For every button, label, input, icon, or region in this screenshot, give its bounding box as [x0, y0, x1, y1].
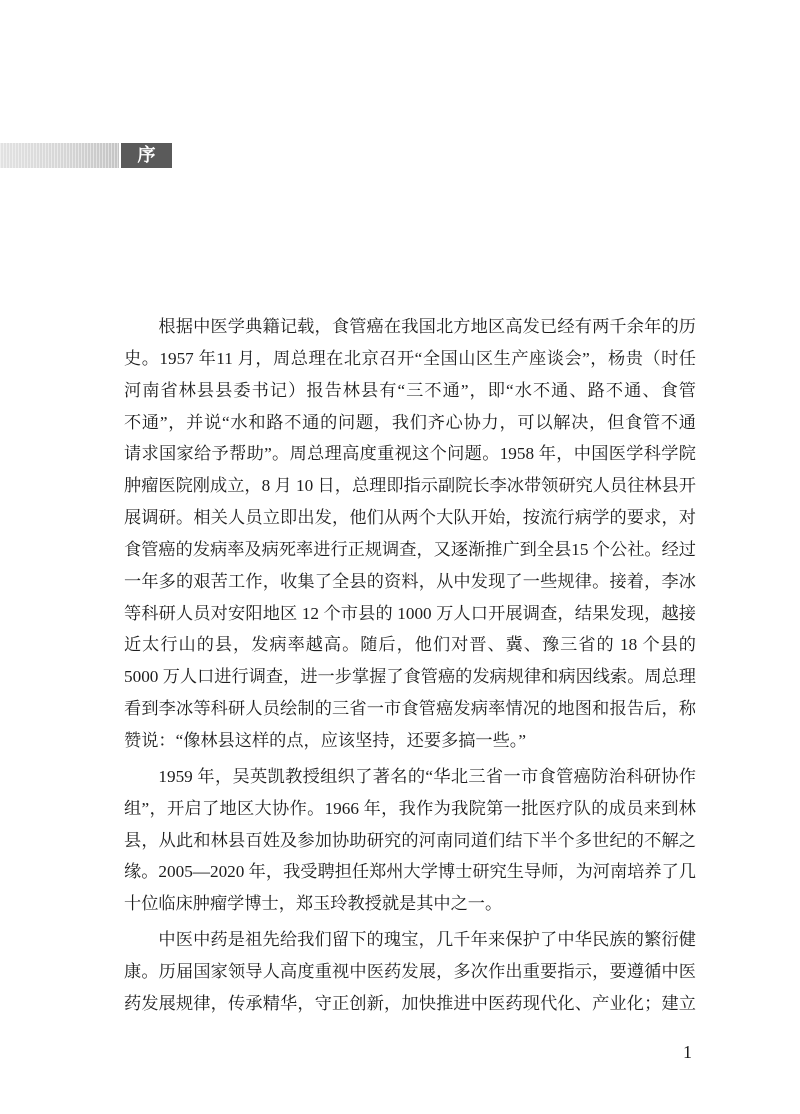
- chapter-title: 序: [137, 145, 156, 165]
- text-line: 展调研。相关人员立即出发，他们从两个大队开始，按流行病学的要求，对: [124, 508, 696, 528]
- text-line: 康。历届国家领导人高度重视中医药发展，多次作出重要指示，要遵循中医: [124, 961, 696, 981]
- page-number: 1: [683, 1042, 692, 1062]
- text-line: 赞说：“像林县这样的点，应该坚持，还要多搞一些。”: [124, 730, 526, 750]
- text-line: 近太行山的县，发病率越高。随后，他们对晋、冀、豫三省的 18 个县的: [124, 635, 696, 655]
- text-line: 食管癌的发病率及病死率进行正规调查，又逐渐推广到全县15 个公社。经过: [124, 539, 696, 559]
- text-line: 1959 年，吴英凯教授组织了著名的“华北三省一市食管癌防治科研协作: [158, 766, 696, 786]
- text-line: 肿瘤医院刚成立，8 月 10 日，总理即指示副院长李冰带领研究人员往林县开: [124, 476, 696, 496]
- text-line: 中医中药是祖先给我们留下的瑰宝，几千年来保护了中华民族的繁衍健: [158, 930, 696, 950]
- chapter-title-box: [121, 143, 172, 168]
- text-line: 等科研人员对安阳地区 12 个市县的 1000 万人口开展调查，结果发现，越接: [124, 603, 696, 623]
- chapter-header: [0, 143, 172, 168]
- text-line: 根据中医学典籍记载，食管癌在我国北方地区高发已经有两千余年的历: [158, 317, 696, 336]
- body-text: [124, 311, 696, 1020]
- text-line: 县，从此和林县百姓及参加协助研究的河南同道们结下半个多世纪的不解之: [124, 830, 696, 850]
- text-line: 史。1957 年11 月，周总理在北京召开“全国山区生产座谈会”，杨贵（时任: [124, 348, 696, 368]
- text-line: 组”，开启了地区大协作。1966 年，我作为我院第一批医疗队的成员来到林: [124, 798, 696, 818]
- paragraph: [124, 761, 696, 920]
- chapter-decorative-bar: [0, 143, 119, 168]
- text-line: 请求国家给予帮助”。周总理高度重视这个问题。1958 年，中国医学科学院: [124, 444, 696, 464]
- paragraph: [124, 924, 696, 1020]
- text-line: 缘。2005—2020 年，我受聘担任郑州大学博士研究生导师，为河南培养了几: [124, 862, 696, 882]
- text-line: 十位临床肿瘤学博士，郑玉玲教授就是其中之一。: [124, 894, 503, 914]
- text-line: 一年多的艰苦工作，收集了全县的资料，从中发现了一些规律。接着，李冰: [124, 571, 696, 591]
- text-line: 看到李冰等科研人员绘制的三省一市食管癌发病率情况的地图和报告后，称: [124, 699, 696, 719]
- text-line: 药发展规律，传承精华，守正创新，加快推进中医药现代化、产业化；建立: [124, 993, 696, 1013]
- paragraph: [124, 311, 696, 757]
- text-line: 不通”，并说“水和路不通的问题，我们齐心协力，可以解决，但食管不通: [124, 412, 696, 432]
- text-line: 5000 万人口进行调查，进一步掌握了食管癌的发病规律和病因线索。周总理: [124, 667, 696, 687]
- text-line: 河南省林县县委书记）报告林县有“三不通”，即“水不通、路不通、食管: [124, 380, 696, 400]
